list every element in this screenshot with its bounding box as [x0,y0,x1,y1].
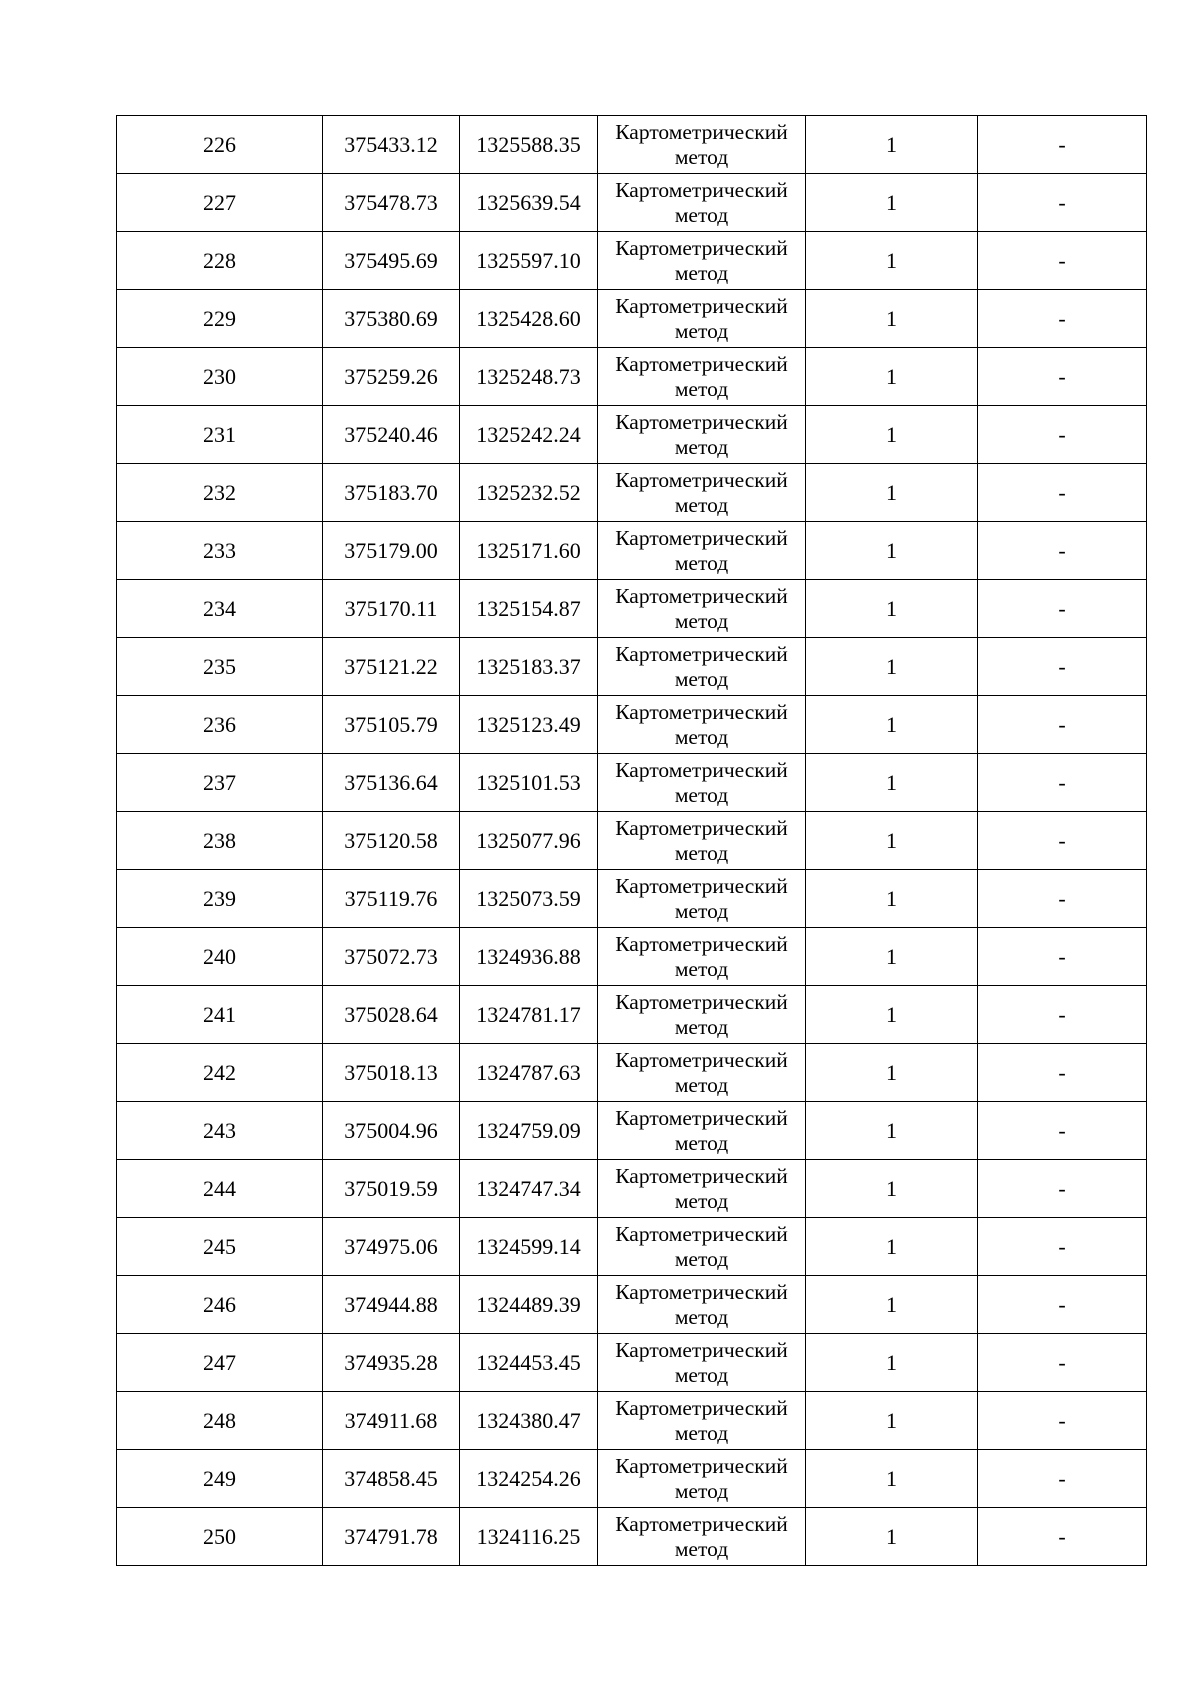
method-line-2: метод [674,1188,729,1213]
x-coordinate-cell: 375028.64 [323,986,460,1044]
description-cell: - [978,696,1147,754]
method-line-1: Картометрический [615,235,788,260]
description-cell: - [978,754,1147,812]
point-number-cell: 230 [117,348,323,406]
table-row [117,522,1147,580]
y-coordinate-cell: 1325073.59 [460,870,598,928]
method-cell [598,754,806,812]
y-coordinate-cell: 1325123.49 [460,696,598,754]
description-cell: - [978,348,1147,406]
point-number-cell: 249 [117,1450,323,1508]
method-cell [598,174,806,232]
point-number-cell: 237 [117,754,323,812]
method-line-2: метод [674,1478,729,1503]
x-coordinate-cell: 375179.00 [323,522,460,580]
precision-cell: 1 [806,580,978,638]
method-line-1: Картометрический [615,1453,788,1478]
method-cell [598,812,806,870]
x-coordinate-cell: 374791.78 [323,1508,460,1566]
method-line-1: Картометрический [615,525,788,550]
method-line-2: метод [674,608,729,633]
point-number-cell: 228 [117,232,323,290]
x-coordinate-cell: 375121.22 [323,638,460,696]
description-cell: - [978,1334,1147,1392]
table-row [117,638,1147,696]
method-cell [598,464,806,522]
method-line-2: метод [674,724,729,749]
description-cell: - [978,290,1147,348]
precision-cell: 1 [806,406,978,464]
x-coordinate-cell: 375433.12 [323,116,460,174]
description-cell: - [978,928,1147,986]
x-coordinate-cell: 375120.58 [323,812,460,870]
point-number-cell: 242 [117,1044,323,1102]
table-row [117,116,1147,174]
method-cell [598,1218,806,1276]
method-cell [598,1450,806,1508]
method-line-2: метод [674,1130,729,1155]
x-coordinate-cell: 374944.88 [323,1276,460,1334]
table-row [117,464,1147,522]
method-line-1: Картометрический [615,293,788,318]
method-line-1: Картометрический [615,1279,788,1304]
y-coordinate-cell: 1325639.54 [460,174,598,232]
y-coordinate-cell: 1324380.47 [460,1392,598,1450]
description-cell: - [978,174,1147,232]
method-line-2: метод [674,956,729,981]
method-line-2: метод [674,144,729,169]
precision-cell: 1 [806,1102,978,1160]
y-coordinate-cell: 1325077.96 [460,812,598,870]
precision-cell: 1 [806,290,978,348]
method-line-2: метод [674,840,729,865]
precision-cell: 1 [806,812,978,870]
x-coordinate-cell: 375136.64 [323,754,460,812]
method-cell [598,638,806,696]
table-row [117,580,1147,638]
method-cell [598,522,806,580]
precision-cell: 1 [806,464,978,522]
method-cell [598,232,806,290]
method-line-1: Картометрический [615,409,788,434]
method-line-2: метод [674,1304,729,1329]
point-number-cell: 236 [117,696,323,754]
table-row [117,348,1147,406]
y-coordinate-cell: 1324453.45 [460,1334,598,1392]
x-coordinate-cell: 375495.69 [323,232,460,290]
method-line-1: Картометрический [615,1047,788,1072]
point-number-cell: 238 [117,812,323,870]
method-line-2: метод [674,434,729,459]
method-line-2: метод [674,318,729,343]
method-cell [598,1508,806,1566]
description-cell: - [978,870,1147,928]
method-line-2: метод [674,1072,729,1097]
point-number-cell: 239 [117,870,323,928]
method-line-2: метод [674,666,729,691]
description-cell: - [978,638,1147,696]
method-line-2: метод [674,1014,729,1039]
precision-cell: 1 [806,1276,978,1334]
y-coordinate-cell: 1325428.60 [460,290,598,348]
y-coordinate-cell: 1324254.26 [460,1450,598,1508]
point-number-cell: 227 [117,174,323,232]
y-coordinate-cell: 1324759.09 [460,1102,598,1160]
point-number-cell: 235 [117,638,323,696]
point-number-cell: 247 [117,1334,323,1392]
x-coordinate-cell: 375019.59 [323,1160,460,1218]
method-line-1: Картометрический [615,815,788,840]
method-line-1: Картометрический [615,873,788,898]
method-line-2: метод [674,260,729,285]
table-row [117,232,1147,290]
point-number-cell: 246 [117,1276,323,1334]
method-cell [598,1334,806,1392]
table-row [117,290,1147,348]
description-cell: - [978,522,1147,580]
y-coordinate-cell: 1324599.14 [460,1218,598,1276]
method-line-1: Картометрический [615,1395,788,1420]
table-row [117,174,1147,232]
point-number-cell: 226 [117,116,323,174]
x-coordinate-cell: 375018.13 [323,1044,460,1102]
point-number-cell: 234 [117,580,323,638]
precision-cell: 1 [806,1334,978,1392]
table-row [117,1334,1147,1392]
description-cell: - [978,464,1147,522]
precision-cell: 1 [806,754,978,812]
description-cell: - [978,406,1147,464]
method-cell [598,290,806,348]
table-row [117,754,1147,812]
x-coordinate-cell: 375478.73 [323,174,460,232]
point-number-cell: 250 [117,1508,323,1566]
method-line-2: метод [674,1246,729,1271]
method-line-1: Картометрический [615,641,788,666]
method-cell [598,580,806,638]
point-number-cell: 248 [117,1392,323,1450]
precision-cell: 1 [806,1450,978,1508]
y-coordinate-cell: 1324787.63 [460,1044,598,1102]
y-coordinate-cell: 1325597.10 [460,232,598,290]
method-cell [598,1044,806,1102]
description-cell: - [978,1044,1147,1102]
method-line-2: метод [674,1362,729,1387]
table-row [117,986,1147,1044]
description-cell: - [978,580,1147,638]
description-cell: - [978,116,1147,174]
method-cell [598,1102,806,1160]
method-cell [598,986,806,1044]
method-line-2: метод [674,492,729,517]
precision-cell: 1 [806,1218,978,1276]
point-number-cell: 231 [117,406,323,464]
method-line-1: Картометрический [615,583,788,608]
table-row [117,1102,1147,1160]
y-coordinate-cell: 1324489.39 [460,1276,598,1334]
method-line-1: Картометрический [615,1337,788,1362]
table-row [117,1044,1147,1102]
y-coordinate-cell: 1325183.37 [460,638,598,696]
description-cell: - [978,812,1147,870]
precision-cell: 1 [806,348,978,406]
y-coordinate-cell: 1325101.53 [460,754,598,812]
method-line-1: Картометрический [615,757,788,782]
method-line-2: метод [674,782,729,807]
method-line-2: метод [674,550,729,575]
table-row [117,696,1147,754]
y-coordinate-cell: 1324936.88 [460,928,598,986]
table-row [117,1218,1147,1276]
precision-cell: 1 [806,174,978,232]
x-coordinate-cell: 375183.70 [323,464,460,522]
description-cell: - [978,1450,1147,1508]
table-row [117,1450,1147,1508]
precision-cell: 1 [806,1508,978,1566]
point-number-cell: 232 [117,464,323,522]
table-row [117,406,1147,464]
precision-cell: 1 [806,638,978,696]
method-line-1: Картометрический [615,1105,788,1130]
table-row [117,1508,1147,1566]
precision-cell: 1 [806,870,978,928]
x-coordinate-cell: 375119.76 [323,870,460,928]
method-line-2: метод [674,1420,729,1445]
coordinates-table [116,115,1147,1566]
table-row [117,928,1147,986]
x-coordinate-cell: 375259.26 [323,348,460,406]
method-line-2: метод [674,1536,729,1561]
method-line-2: метод [674,898,729,923]
y-coordinate-cell: 1324747.34 [460,1160,598,1218]
table-row [117,812,1147,870]
x-coordinate-cell: 375105.79 [323,696,460,754]
method-line-1: Картометрический [615,699,788,724]
method-line-1: Картометрический [615,989,788,1014]
y-coordinate-cell: 1325588.35 [460,116,598,174]
y-coordinate-cell: 1325171.60 [460,522,598,580]
y-coordinate-cell: 1325248.73 [460,348,598,406]
point-number-cell: 240 [117,928,323,986]
table-row [117,1276,1147,1334]
precision-cell: 1 [806,928,978,986]
method-line-2: метод [674,202,729,227]
precision-cell: 1 [806,116,978,174]
method-cell [598,870,806,928]
x-coordinate-cell: 375004.96 [323,1102,460,1160]
method-cell [598,696,806,754]
precision-cell: 1 [806,1392,978,1450]
description-cell: - [978,1102,1147,1160]
method-cell [598,348,806,406]
y-coordinate-cell: 1325232.52 [460,464,598,522]
x-coordinate-cell: 374911.68 [323,1392,460,1450]
method-cell [598,116,806,174]
precision-cell: 1 [806,986,978,1044]
x-coordinate-cell: 375072.73 [323,928,460,986]
description-cell: - [978,1508,1147,1566]
table-row [117,1160,1147,1218]
y-coordinate-cell: 1325154.87 [460,580,598,638]
x-coordinate-cell: 374858.45 [323,1450,460,1508]
x-coordinate-cell: 375170.11 [323,580,460,638]
precision-cell: 1 [806,1160,978,1218]
method-line-1: Картометрический [615,177,788,202]
description-cell: - [978,1392,1147,1450]
method-line-1: Картометрический [615,351,788,376]
point-number-cell: 244 [117,1160,323,1218]
method-line-1: Картометрический [615,1511,788,1536]
table-row [117,870,1147,928]
x-coordinate-cell: 374935.28 [323,1334,460,1392]
x-coordinate-cell: 375240.46 [323,406,460,464]
method-line-2: метод [674,376,729,401]
method-line-1: Картометрический [615,1163,788,1188]
method-cell [598,928,806,986]
method-cell [598,1276,806,1334]
method-line-1: Картометрический [615,467,788,492]
precision-cell: 1 [806,1044,978,1102]
point-number-cell: 241 [117,986,323,1044]
method-cell [598,406,806,464]
y-coordinate-cell: 1324781.17 [460,986,598,1044]
point-number-cell: 229 [117,290,323,348]
description-cell: - [978,986,1147,1044]
table-row [117,1392,1147,1450]
description-cell: - [978,1160,1147,1218]
x-coordinate-cell: 374975.06 [323,1218,460,1276]
precision-cell: 1 [806,232,978,290]
point-number-cell: 245 [117,1218,323,1276]
y-coordinate-cell: 1324116.25 [460,1508,598,1566]
method-line-1: Картометрический [615,119,788,144]
method-line-1: Картометрический [615,931,788,956]
point-number-cell: 233 [117,522,323,580]
description-cell: - [978,1276,1147,1334]
method-line-1: Картометрический [615,1221,788,1246]
coordinates-table-body [117,116,1147,1566]
description-cell: - [978,232,1147,290]
method-cell [598,1392,806,1450]
y-coordinate-cell: 1325242.24 [460,406,598,464]
method-cell [598,1160,806,1218]
precision-cell: 1 [806,696,978,754]
point-number-cell: 243 [117,1102,323,1160]
description-cell: - [978,1218,1147,1276]
x-coordinate-cell: 375380.69 [323,290,460,348]
precision-cell: 1 [806,522,978,580]
